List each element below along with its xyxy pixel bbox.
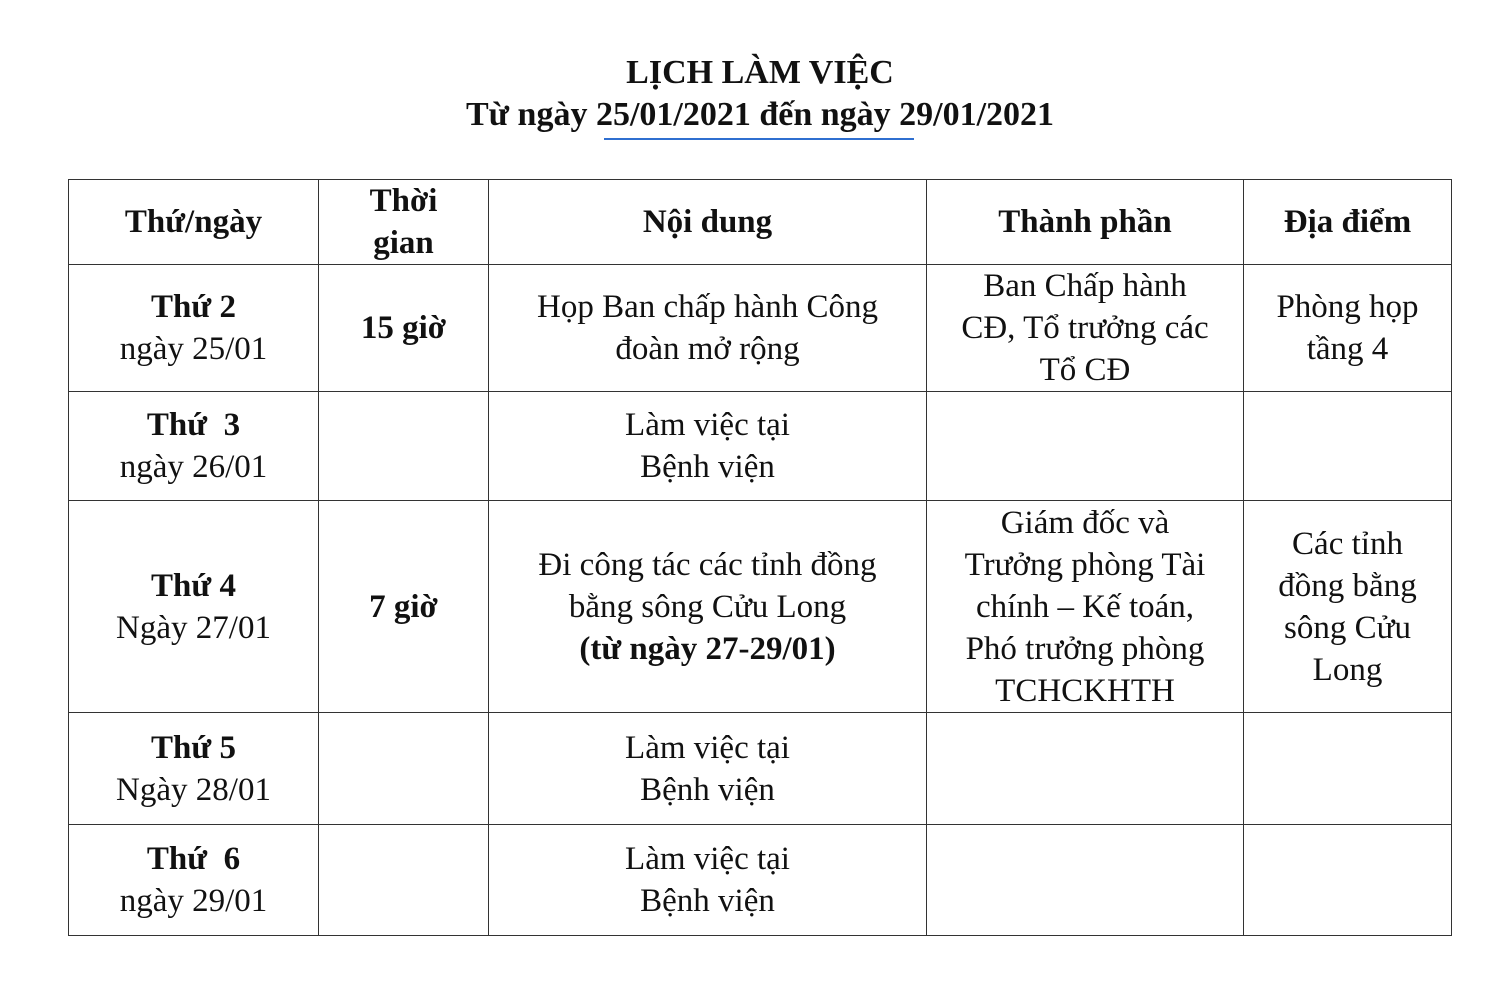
header-time-line: gian <box>373 225 434 261</box>
document-title: LỊCH LÀM VIỆC <box>626 54 894 91</box>
day-name: Thứ 6 <box>146 841 241 877</box>
location-cell <box>1244 825 1452 936</box>
schedule-table <box>68 179 1452 936</box>
time-value: 15 giờ <box>360 310 447 346</box>
content-cell <box>489 501 927 713</box>
location-line: Phòng họp <box>1276 289 1419 325</box>
participants-cell <box>927 392 1244 501</box>
location-line: Long <box>1312 651 1383 688</box>
time-cell <box>319 501 489 713</box>
day-cell <box>69 713 319 825</box>
day-name: Thứ 2 <box>151 289 236 325</box>
header-time-line: Thời <box>369 183 438 219</box>
header-location: Địa điểm <box>1244 180 1452 265</box>
content-line: Làm việc tại <box>625 407 790 443</box>
table-header-row <box>69 180 1452 265</box>
participants-cell <box>927 265 1244 392</box>
day-date: ngày 25/01 <box>119 331 268 367</box>
table-row <box>69 713 1452 825</box>
content-line: Bệnh viện <box>640 883 775 919</box>
participants-cell <box>927 501 1244 713</box>
day-date: Ngày 27/01 <box>116 609 271 646</box>
participants-line: Trưởng phòng Tài <box>964 546 1206 583</box>
content-cell <box>489 392 927 501</box>
participants-line: Tổ CĐ <box>1039 352 1131 388</box>
location-line: sông Cửu <box>1284 609 1411 646</box>
time-cell <box>319 392 489 501</box>
time-cell <box>319 265 489 392</box>
participants-cell <box>927 713 1244 825</box>
content-line: Bệnh viện <box>640 449 775 485</box>
location-cell <box>1244 713 1452 825</box>
participants-line: Ban Chấp hành <box>983 268 1187 304</box>
location-line: đồng bằng <box>1278 567 1417 604</box>
subtitle-underline <box>604 138 914 140</box>
participants-line: Giám đốc và <box>1000 504 1170 541</box>
time-cell <box>319 713 489 825</box>
header-participants: Thành phần <box>927 180 1244 265</box>
location-line: tầng 4 <box>1306 331 1389 367</box>
participants-line: CĐ, Tổ trưởng các <box>961 310 1209 346</box>
content-cell <box>489 825 927 936</box>
content-cell <box>489 265 927 392</box>
content-line: đoàn mở rộng <box>615 331 800 367</box>
day-date: ngày 29/01 <box>119 883 268 919</box>
content-line: Đi công tác các tỉnh đồng <box>538 546 877 583</box>
location-cell <box>1244 501 1452 713</box>
time-cell <box>319 825 489 936</box>
document-subtitle: Từ ngày 25/01/2021 đến ngày 29/01/2021 <box>465 96 1055 133</box>
header-day: Thứ/ngày <box>69 180 319 265</box>
content-line: bằng sông Cửu Long <box>568 588 847 625</box>
content-line: Làm việc tại <box>625 841 790 877</box>
table-row <box>69 825 1452 936</box>
day-cell <box>69 501 319 713</box>
day-name: Thứ 3 <box>146 407 241 443</box>
participants-cell <box>927 825 1244 936</box>
header-time <box>319 180 489 265</box>
document-header <box>0 52 1500 136</box>
participants-line: chính – Kế toán, <box>975 588 1195 625</box>
day-name: Thứ 5 <box>151 729 236 766</box>
header-content: Nội dung <box>489 180 927 265</box>
table-row <box>69 265 1452 392</box>
table-row <box>69 501 1452 713</box>
content-line: Bệnh viện <box>640 771 775 808</box>
content-cell <box>489 713 927 825</box>
content-line: Họp Ban chấp hành Công <box>537 289 878 325</box>
day-name: Thứ 4 <box>151 567 236 604</box>
time-value: 7 giờ <box>369 588 438 625</box>
participants-line: TCHCKHTH <box>995 672 1175 709</box>
location-cell <box>1244 392 1452 501</box>
table-row <box>69 392 1452 501</box>
day-date: ngày 26/01 <box>119 449 268 485</box>
location-line: Các tỉnh <box>1292 525 1403 562</box>
content-date-range: (từ ngày 27-29/01) <box>579 630 836 667</box>
location-cell <box>1244 265 1452 392</box>
day-cell <box>69 265 319 392</box>
participants-line: Phó trưởng phòng <box>965 630 1205 667</box>
day-date: Ngày 28/01 <box>116 771 271 808</box>
content-line: Làm việc tại <box>625 729 790 766</box>
day-cell <box>69 825 319 936</box>
day-cell <box>69 392 319 501</box>
